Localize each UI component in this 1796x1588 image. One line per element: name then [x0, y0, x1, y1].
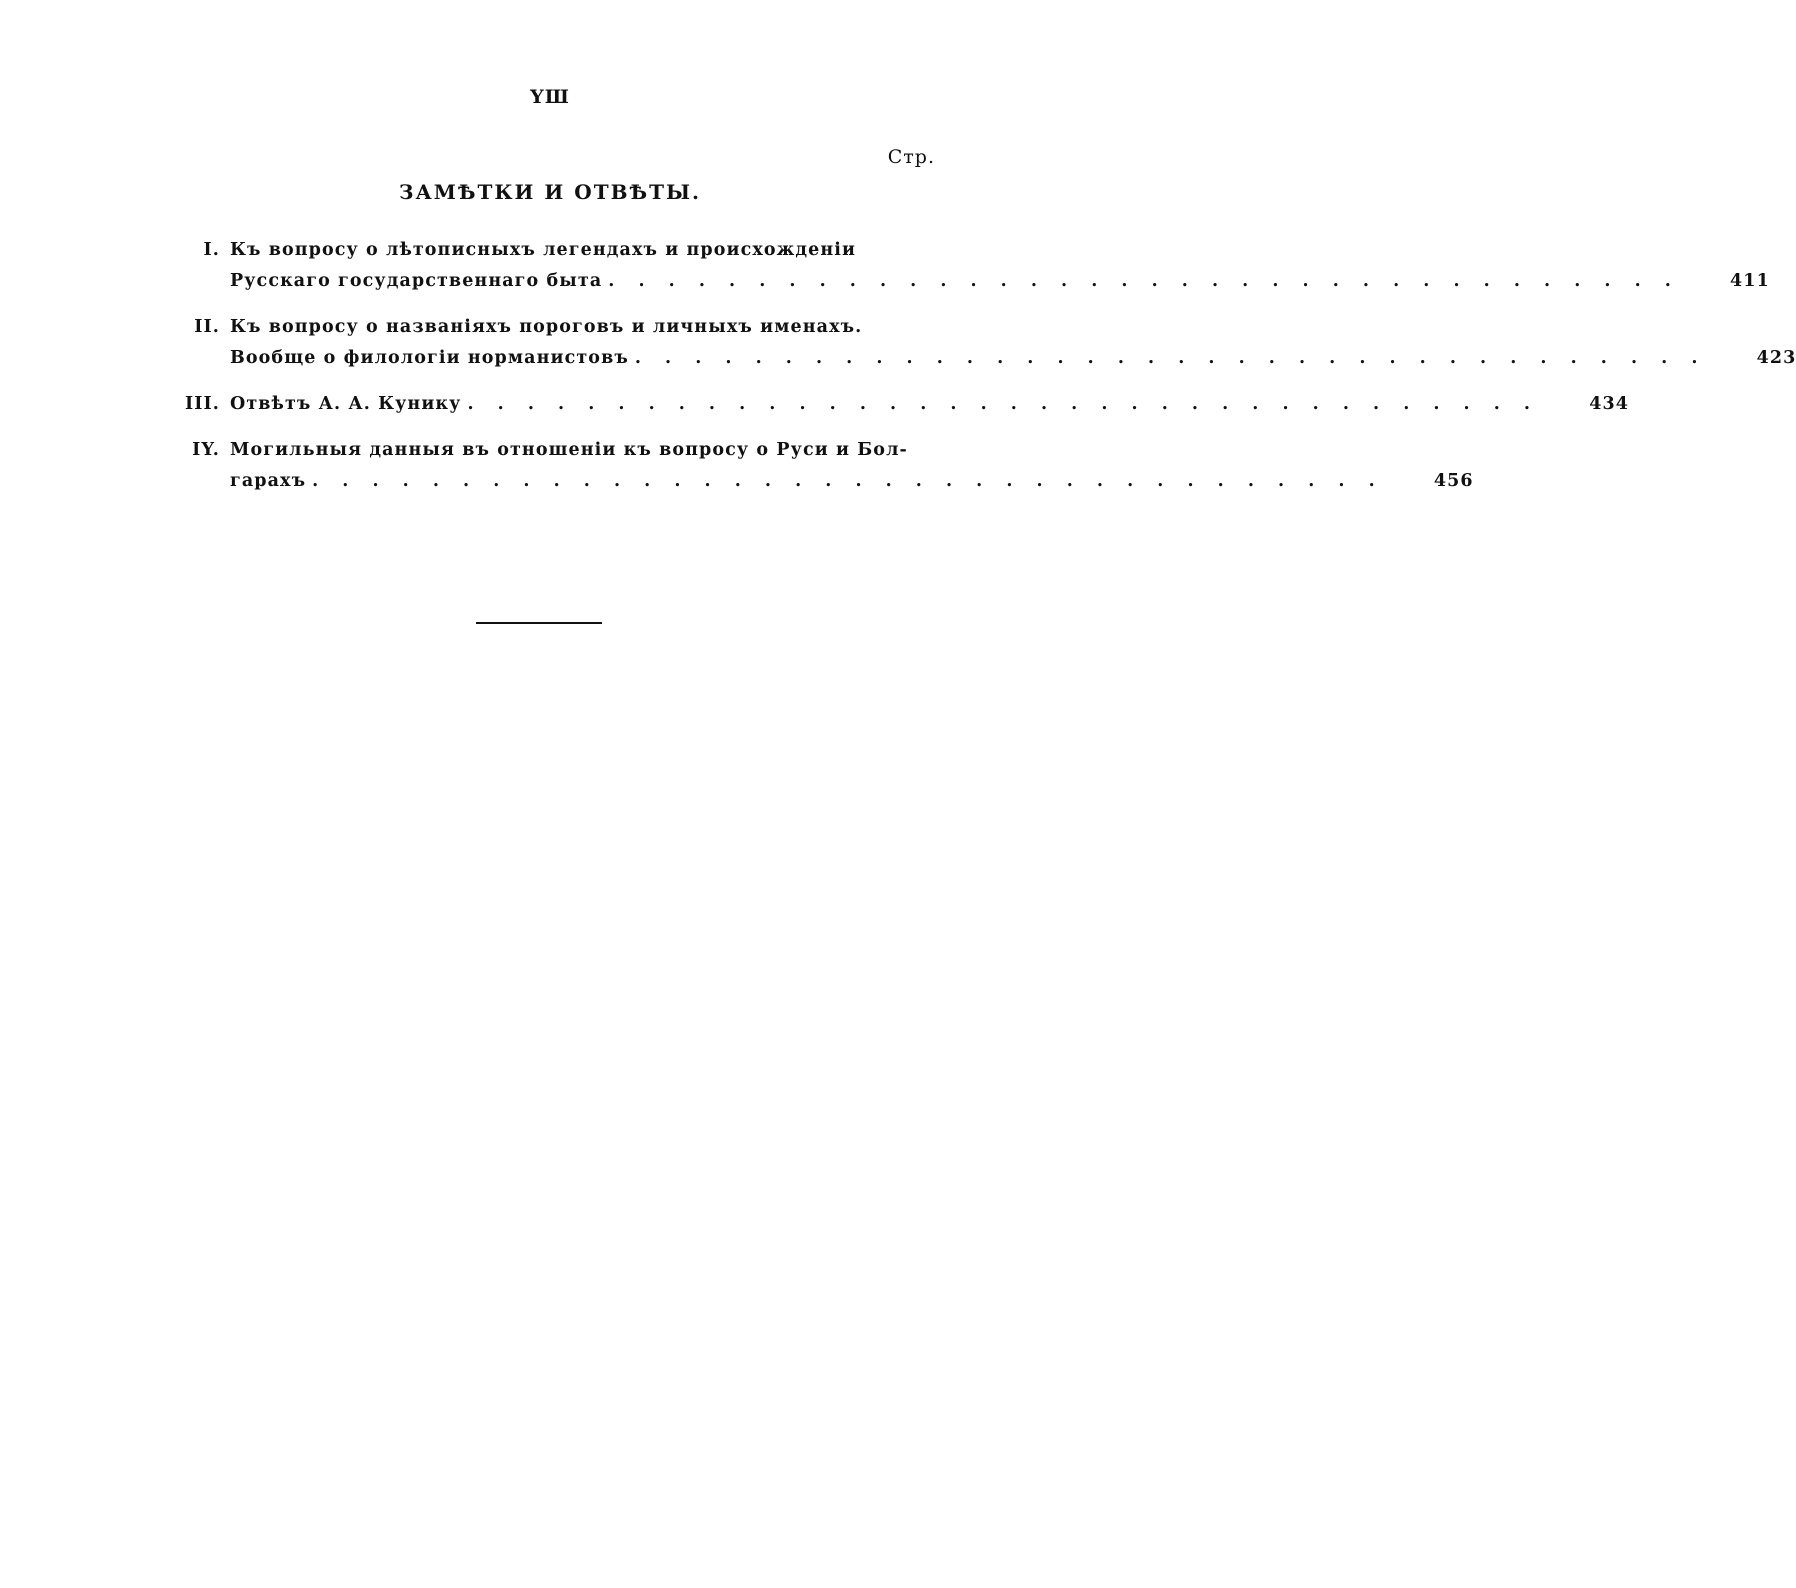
page-column-label: Стр. [887, 146, 935, 168]
toc-entry-page: 423 [1756, 348, 1796, 368]
toc-entry-4 [180, 440, 1474, 502]
toc-entry-title: Къ вопросу о лѣтописныхъ легендахъ и происхожденіи [230, 240, 857, 260]
dot-leader: . . . . . . . . . . . . . . . . . . . . . . . . . . . . . . . . . . . . [312, 471, 1384, 491]
toc-entry-title: Могильныя данныя въ отношеніи къ вопросу о Руси и Бол- [230, 440, 908, 460]
page-number: YШ [530, 86, 570, 108]
closing-rule [476, 622, 602, 624]
dot-leader: . . . . . . . . . . . . . . . . . . . . . . . . . . . . . . . . . . . . [467, 394, 1540, 414]
toc-entry-title: Къ вопросу о названіяхъ пороговъ и личныхъ именахъ. [230, 317, 863, 337]
dot-leader: . . . . . . . . . . . . . . . . . . . . . . . . . . . . . . . . . . . . [608, 271, 1680, 291]
toc-entry-number: I. [203, 240, 220, 260]
section-title: ЗАМѢТКИ И ОТВѢТЫ. [399, 180, 701, 204]
toc-entry-page: 434 [1589, 394, 1630, 414]
toc-entry-number: II. [194, 317, 220, 337]
toc-entry-page: 456 [1433, 471, 1474, 491]
toc-entry-number: III. [184, 394, 220, 414]
toc-entry-title-continued: гарахъ [230, 471, 307, 491]
toc-entry-title: Отвѣтъ А. А. Кунику [230, 394, 462, 414]
toc-entry-2 [180, 317, 1796, 379]
toc-entry-title-continued: Русскаго государственнаго быта [230, 271, 603, 291]
table-of-contents [180, 240, 1796, 517]
dot-leader: . . . . . . . . . . . . . . . . . . . . . . . . . . . . . . . . . . . . [634, 348, 1707, 368]
toc-entry-1 [180, 240, 1770, 302]
toc-entry-page: 411 [1730, 271, 1770, 291]
toc-entry-number: IY. [192, 440, 220, 460]
toc-entry-3 [180, 394, 1630, 425]
toc-entry-title-continued: Вообще о филологіи норманистовъ [230, 348, 629, 368]
